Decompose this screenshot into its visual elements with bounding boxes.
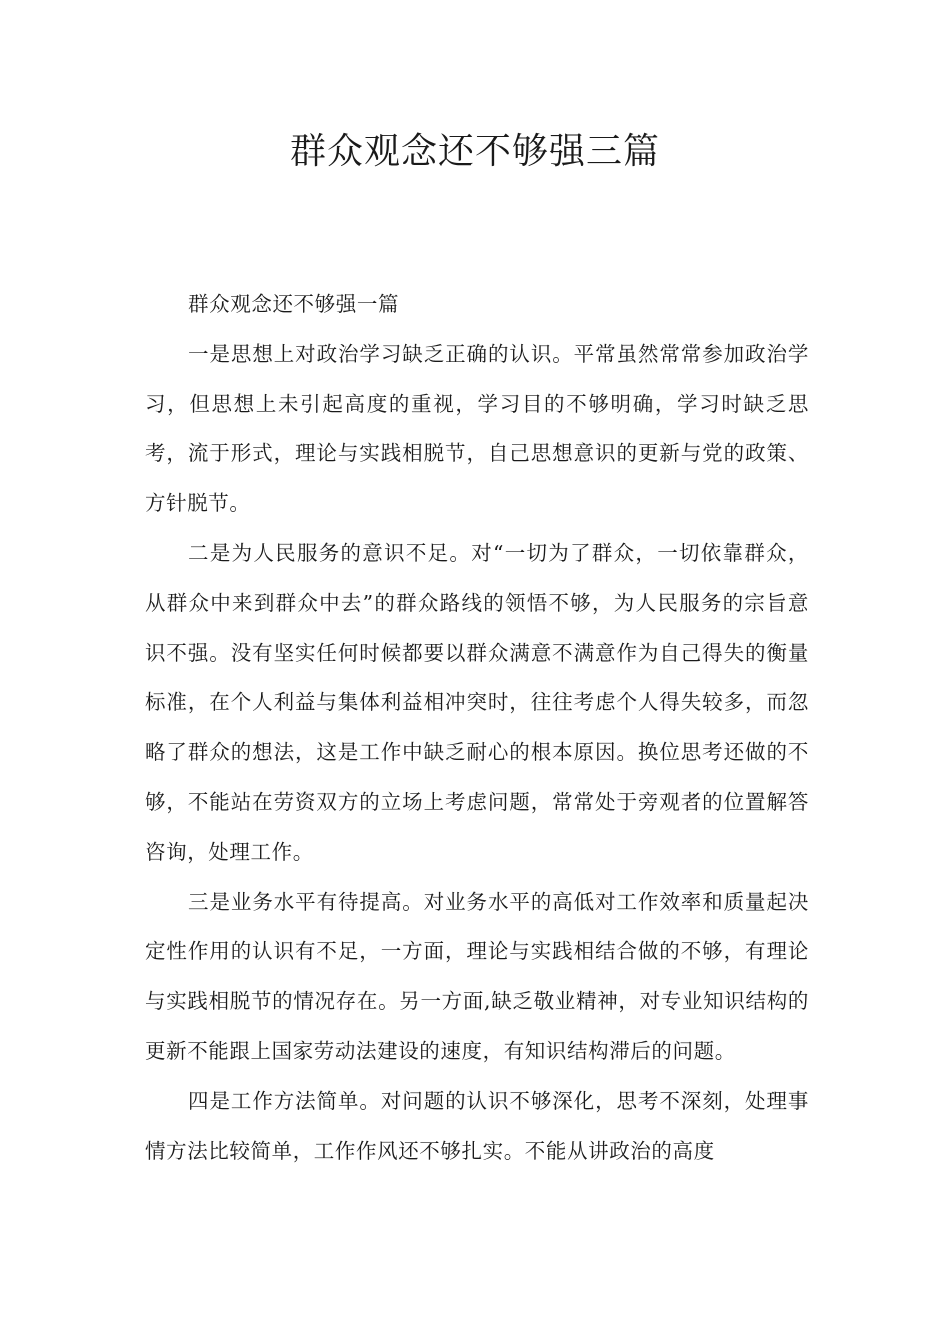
paragraph-point-four: 四是工作方法简单。对问题的认识不够深化，思考不深刻，处理事情方法比较简单，工作作风还不够扎实。不能从讲政治的高度: [145, 1088, 809, 1163]
document-body: [145, 280, 809, 1176]
paragraph-point-one: 一是思想上对政治学习缺乏正确的认识。平常虽然常常参加政治学习，但思想上未引起高度的重视，学习目的不够明确，学习时缺乏思考，流于形式，理论与实践相脱节，自己思想意识的更新与党的政策、方针脱节。: [145, 341, 809, 516]
section-heading: 群众观念还不够强一篇: [188, 292, 400, 316]
document-title: 群众观念还不够强三篇: [289, 131, 660, 172]
paragraph-point-three: 三是业务水平有待提高。对业务水平的高低对工作效率和质量起决定性作用的认识有不足，一方面，理论与实践相结合做的不够，有理论与实践相脱节的情况存在。另一方面,缺乏敬业精神，对专业知识结构的更新不能跟上国家劳动法建设的速度，有知识结构滞后的问题。: [145, 889, 809, 1063]
paragraph-point-two: 二是为人民服务的意识不足。对“一切为了群众，一切依靠群众，从群众中来到群众中去”的群众路线的领悟不够，为人民服务的宗旨意识不强。没有坚实任何时候都要以群众满意不满意作为自己得失的衡量标准，在个人利益与集体利益相冲突时，往往考虑个人得失较多，而忽略了群众的想法，这是工作中缺乏耐心的根本原因。换位思考还做的不够，不能站在劳资双方的立场上考虑问题，常常处于旁观者的位置解答咨询，处理工作。: [145, 540, 809, 864]
